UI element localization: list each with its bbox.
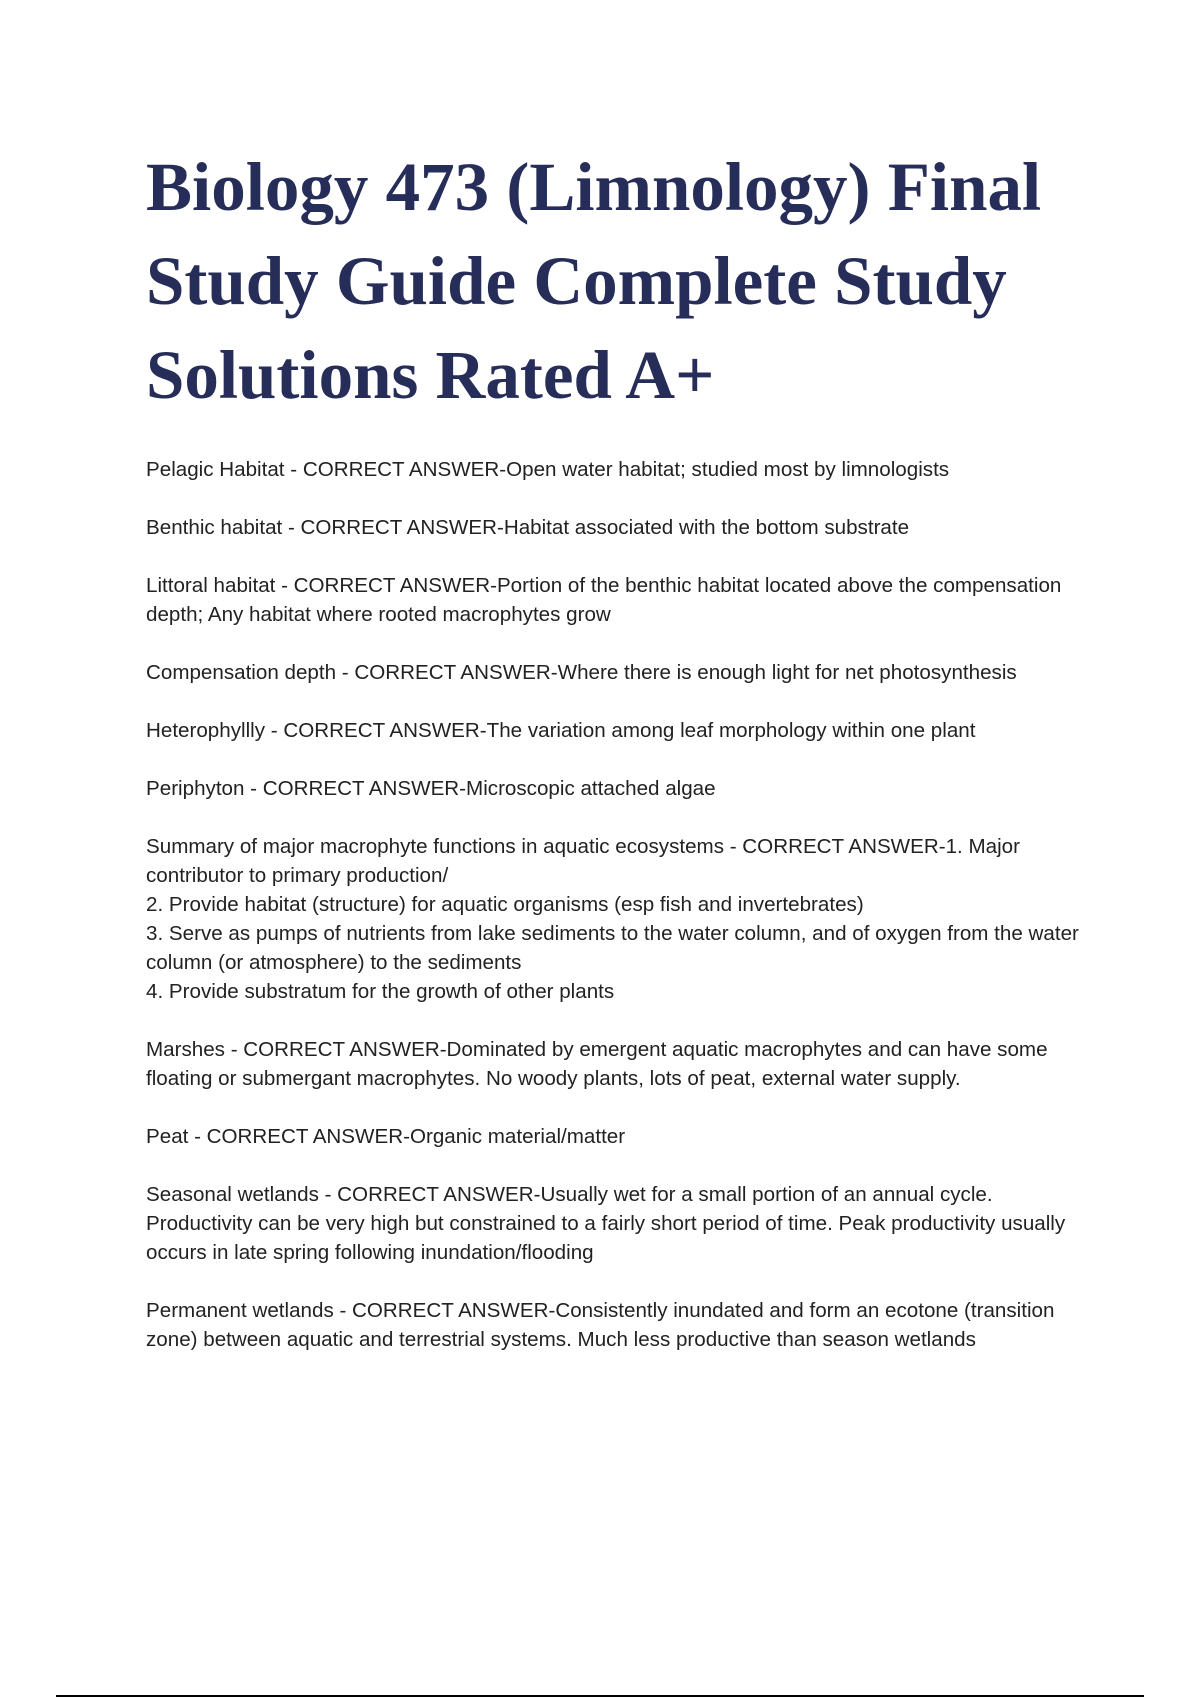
entry-macrophyte-functions: Summary of major macrophyte functions in aquatic ecosystems - CORRECT ANSWER-1. Major contributor to primary production/ 2. Provide habitat (structure) for aquatic organisms (esp fish and invertebrates) 3. Serve as pumps of nutrients from lake sediments to the water column, and of oxygen from the water column (or atmosphere) to the sediments 4. Provide substratum for the growth of other plants	[146, 835, 1079, 1003]
page-bottom-divider	[56, 1695, 1144, 1697]
entry-benthic-habitat: Benthic habitat - CORRECT ANSWER-Habitat associated with the bottom substrate	[146, 516, 910, 539]
entry-marshes: Marshes - CORRECT ANSWER-Dominated by emergent aquatic macrophytes and can have some floating or submergant macrophytes. No woody plants, lots of peat, external water supply.	[146, 1038, 1048, 1090]
study-guide-entries	[146, 455, 1096, 1383]
entry-compensation-depth: Compensation depth - CORRECT ANSWER-Where there is enough light for net photosynthesis	[146, 661, 1017, 684]
entry-permanent-wetlands: Permanent wetlands - CORRECT ANSWER-Consistently inundated and form an ecotone (transition zone) between aquatic and terrestrial systems. Much less productive than season wetlands	[146, 1299, 1055, 1351]
entry-periphyton: Periphyton - CORRECT ANSWER-Microscopic attached algae	[146, 777, 716, 800]
entry-peat: Peat - CORRECT ANSWER-Organic material/matter	[146, 1125, 626, 1148]
entry-pelagic-habitat: Pelagic Habitat - CORRECT ANSWER-Open water habitat; studied most by limnologists	[146, 458, 950, 481]
entry-heterophylly: Heterophyllly - CORRECT ANSWER-The variation among leaf morphology within one plant	[146, 719, 976, 742]
entry-seasonal-wetlands: Seasonal wetlands - CORRECT ANSWER-Usually wet for a small portion of an annual cycle. Productivity can be very high but constrained to a fairly short period of time. Peak productivity usually occurs in late spring following inundation/flooding	[146, 1183, 1066, 1264]
document-title: Biology 473 (Limnology) Final Study Guide Complete Study Solutions Rated A+	[146, 149, 1042, 413]
entry-littoral-habitat: Littoral habitat - CORRECT ANSWER-Portion of the benthic habitat located above the compensation depth; Any habitat where rooted macrophytes grow	[146, 574, 1062, 626]
